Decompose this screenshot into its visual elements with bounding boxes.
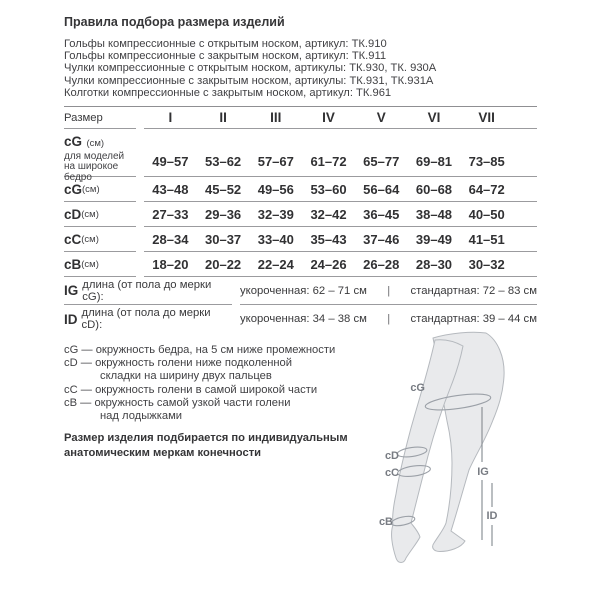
length-row-desc: длина (от пола до мерки cG): [82, 278, 212, 303]
size-value: 53–62 [205, 154, 242, 170]
measure-unit: (см) [86, 138, 105, 150]
measure-unit: (см) [81, 233, 99, 245]
ig-diagram-label: IG [477, 466, 489, 478]
size-value: 43–48 [152, 181, 189, 197]
size-value: 30–37 [205, 231, 242, 247]
column-header: VII [478, 110, 495, 126]
size-table-corner-label: Размер [64, 107, 136, 129]
table-row-cd [64, 202, 537, 227]
column-header: II [219, 110, 227, 126]
product-line: Гольфы компрессионные с закрытым носком, артикул: ТК.911 [64, 50, 387, 63]
size-value: 39–49 [415, 231, 453, 247]
definition-line: cD — окружность голени ниже подколенной [64, 357, 293, 370]
size-value: 53–60 [310, 181, 347, 197]
length-row-ig [64, 277, 537, 305]
product-line: Гольфы компрессионные с открытым носком, артикул: ТК.910 [64, 38, 387, 50]
row-label [64, 129, 136, 183]
size-value: 36–45 [363, 206, 400, 222]
size-value: 27–33 [152, 206, 189, 222]
row-values [144, 202, 537, 227]
size-value: 22–24 [257, 256, 294, 272]
row-label [64, 227, 136, 252]
measure-code: IG [64, 283, 79, 299]
measure-code: ID [64, 311, 78, 327]
cg-diagram-label: cG [410, 382, 425, 394]
measure-code: cG [64, 181, 83, 197]
length-standard-option: стандартная: 39 – 44 см [410, 313, 537, 326]
size-value: 38–48 [415, 206, 453, 222]
column-header: VI [427, 110, 441, 126]
cb-diagram-label: cB [378, 516, 393, 528]
size-table-header [64, 107, 537, 129]
table-row-cg-wide [64, 129, 537, 183]
column-header: III [270, 110, 282, 126]
column-header: I [168, 110, 173, 126]
length-row-label [64, 305, 232, 333]
id-diagram-label: ID [486, 510, 498, 522]
size-value: 65–77 [363, 154, 400, 170]
row-label [64, 252, 136, 277]
length-short-option: укороченная: 62 – 71 см [240, 284, 367, 297]
product-line: Чулки компрессионные с закрытым носком, артикулы: ТК.931, ТК.931А [64, 74, 434, 87]
definition-line-continuation: над лодыжками [100, 410, 183, 423]
cd-diagram-label: cD [384, 450, 399, 462]
definition-line: cB — окружность самой узкой части голени [64, 396, 291, 409]
measure-code: cG [64, 134, 83, 150]
measure-code: cB [64, 256, 82, 272]
size-value: 18–20 [152, 256, 189, 272]
size-value: 26–28 [363, 256, 400, 272]
length-standard-option: стандартная: 72 – 83 см [410, 284, 537, 297]
row-values [144, 227, 537, 252]
size-value: 56–64 [363, 181, 400, 197]
row-note: для моделей на широкое бедро [64, 151, 125, 183]
size-value: 30–32 [468, 256, 505, 272]
size-value: 60–68 [415, 181, 453, 197]
row-values [144, 177, 537, 202]
measure-unit: (см) [82, 183, 100, 195]
measure-code: cC [64, 231, 82, 247]
cc-diagram-label: cC [384, 467, 399, 479]
row-values [144, 129, 537, 177]
size-value: 37–46 [363, 231, 400, 247]
size-value: 35–43 [310, 231, 347, 247]
size-value: 69–81 [415, 154, 453, 170]
size-value: 20–22 [205, 256, 242, 272]
size-value: 32–39 [257, 206, 294, 222]
size-value: 29–36 [205, 206, 242, 222]
definition-line: cC — окружность голени в самой широкой части [64, 383, 318, 396]
row-label [64, 177, 136, 202]
size-value: 28–34 [152, 231, 189, 247]
length-row-values [240, 277, 537, 305]
size-table [64, 107, 537, 277]
size-value: 40–50 [468, 206, 505, 222]
size-table-columns [144, 107, 537, 129]
row-label [64, 202, 136, 227]
table-row-cb [64, 252, 537, 277]
definition-line-continuation: складки на ширину двух пальцев [100, 370, 272, 383]
size-value: 49–56 [257, 181, 294, 197]
size-value: 24–26 [310, 256, 347, 272]
size-value: 32–42 [310, 206, 347, 222]
column-header: V [376, 110, 386, 126]
product-line: Чулки компрессионные с открытым носком, артикулы: ТК.930, ТК. 930А [64, 62, 437, 75]
size-value: 33–40 [257, 231, 294, 247]
product-line: Колготки компрессионные с закрытым носком, артикул: ТК.961 [64, 86, 392, 99]
size-value: 61–72 [310, 154, 347, 170]
page-title: Правила подбора размера изделий [64, 15, 285, 29]
measure-code: cD [64, 206, 82, 222]
table-row-cg [64, 177, 537, 202]
option-divider: | [387, 313, 391, 326]
length-row-label [64, 277, 232, 305]
measure-unit: (см) [81, 208, 99, 220]
length-row-desc: длина (от пола до мерки cD): [81, 307, 211, 332]
leg-measurement-diagram [368, 328, 568, 596]
size-value: 41–51 [468, 231, 505, 247]
row-values [144, 252, 537, 277]
sizing-note: Размер изделия подбирается по индивидуальным анатомическим меркам конечности [64, 432, 348, 459]
size-value: 57–67 [257, 154, 294, 170]
size-value: 45–52 [205, 181, 242, 197]
size-value: 64–72 [468, 181, 505, 197]
definition-line: cG — окружность бедра, на 5 см ниже промежности [64, 344, 336, 357]
size-value: 73–85 [468, 154, 505, 170]
table-row-cc [64, 227, 537, 252]
option-divider: | [387, 284, 391, 297]
length-short-option: укороченная: 34 – 38 см [240, 313, 367, 326]
column-header: IV [322, 110, 335, 126]
product-list [64, 38, 537, 99]
measure-unit: (см) [81, 258, 99, 270]
size-value: 28–30 [415, 256, 453, 272]
size-value: 49–57 [152, 154, 189, 170]
